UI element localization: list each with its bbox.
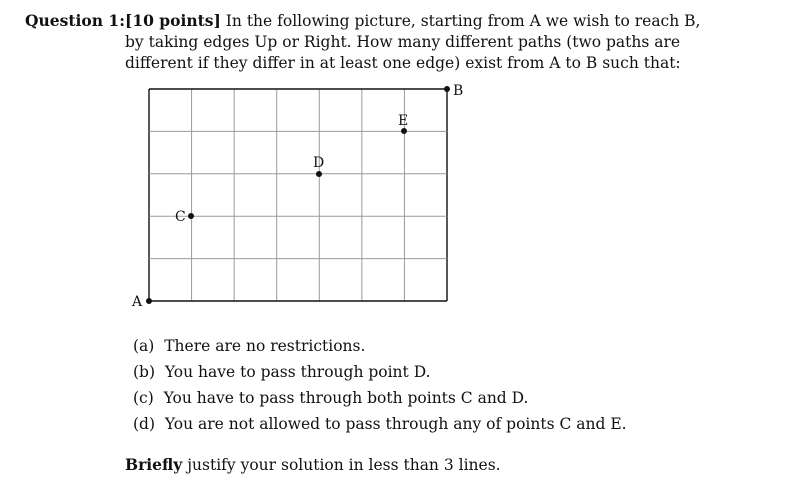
point-B-label: B [453,83,464,99]
point-D-label: D [313,155,325,171]
question-label: Question 1: [25,11,125,30]
question-line-1: In the following picture, starting from A we wish to reach B, [225,12,701,30]
point-D-dot [316,171,322,177]
footer-bold: Briefly [125,455,183,474]
instruction-footer [125,455,501,474]
question-line-3: different if they differ in at least one edge) exist from A to B such that: [125,54,681,72]
sub-question-b: (b) You have to pass through point D. [133,363,431,381]
sub-question-d: (d) You are not allowed to pass through any of points C and E. [133,415,627,433]
point-A-dot [146,298,152,304]
point-C-dot [188,213,194,219]
point-C-label: C [175,209,186,225]
point-A-label: A [132,294,143,310]
grid-points [131,83,463,310]
question-points: [10 points] [125,11,221,30]
sub-question-c: (c) You have to pass through both points C and D. [133,389,529,407]
point-B-dot [444,86,450,92]
point-E-label: E [398,113,409,129]
sub-question-a: (a) There are no restrictions. [133,337,366,355]
question-line-2: by taking edges Up or Right. How many different paths (two paths are [125,33,681,51]
footer-rest: justify your solution in less than 3 lines. [187,456,501,474]
